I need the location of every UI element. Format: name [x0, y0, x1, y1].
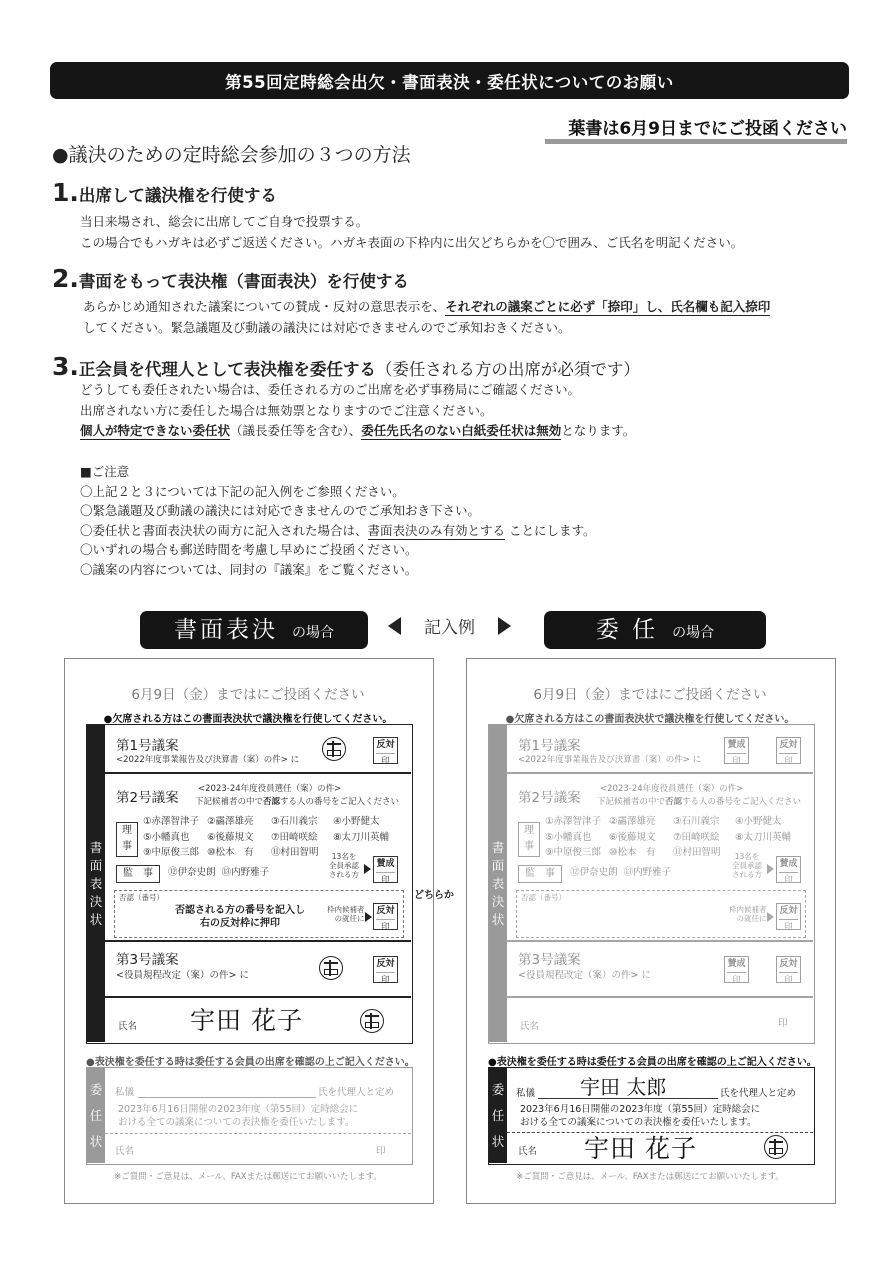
- candidate: ⑤小幡真也: [143, 831, 190, 843]
- left-proxy-side-label: [87, 1068, 105, 1163]
- example-label-text: 記入例: [424, 618, 475, 638]
- right-proxy-side-label: [489, 1068, 507, 1163]
- proxy-pill-sub: の場合: [672, 625, 715, 641]
- right-side-char: 状: [491, 911, 505, 927]
- section-3-body: [80, 380, 635, 442]
- left-deny-label: 否認（番号）: [119, 893, 164, 902]
- candidate: ④小野健太: [333, 816, 380, 827]
- left-item2-sub1: <2023-24年度役員選任（案）の件>: [198, 784, 342, 794]
- right-row-divider: [507, 996, 813, 998]
- proxy-side-char: 任: [89, 1107, 103, 1123]
- candidate: ⑬内野雅子: [221, 867, 270, 878]
- section-1-line-1: 当日来場され、総会に出席してご自身で投票する。: [80, 214, 369, 229]
- candidate: ⑨中原俊三郎: [143, 847, 200, 858]
- left-item2-sub2-b: 否認: [263, 797, 281, 807]
- example-label: [388, 613, 511, 638]
- approve-note-line: される方: [329, 870, 359, 879]
- section-3-line-1: どうしても委任されたい場合は、委任される方のご出席を必ず事務局にご確認ください。: [80, 382, 581, 397]
- section-1-title: 出席して議決権を行使する: [78, 186, 277, 205]
- candidate: ⑪村田智明: [673, 847, 721, 858]
- right-kanji-label: 監 事: [518, 865, 562, 883]
- page-banner: 第55回定時総会出欠・書面表決・委任状についてのお願い: [50, 62, 849, 99]
- left-item2-approve-box: [373, 856, 398, 883]
- approve-note-line: 13名を: [734, 852, 760, 861]
- section-3-underlined-1: 個人が特定できない委任状: [80, 423, 231, 438]
- section-2-line-1: [83, 297, 770, 318]
- right-item2-title: 第2号議案: [518, 790, 581, 806]
- section-2-number: 2.: [52, 264, 79, 293]
- approve-note-line: 全員承認: [732, 861, 762, 870]
- right-name-label: 氏名: [520, 1021, 540, 1032]
- written-vote-pill: [140, 611, 368, 649]
- stamp-mark: 印: [727, 753, 746, 766]
- pointer-icon: [767, 912, 774, 922]
- left-sample-name: 宇田 花子: [190, 1006, 303, 1035]
- candidate: ⑤小幡真也: [545, 831, 592, 843]
- approve-label: 賛成: [727, 740, 746, 750]
- section-3-line-2: 出席されない方に委任した場合は無効票となりますのでご注意ください。: [80, 402, 493, 418]
- candidate: ⑫伊奈史朗: [168, 867, 216, 878]
- right-item2-against-box: [776, 903, 801, 930]
- right-footnote: ※ご質問・ご意見は、メール、FAXまたは郵送にてお願いいたします。: [516, 1172, 784, 1182]
- candidate: ④小野健太: [735, 816, 782, 827]
- approve-note-line: 全員承認: [329, 861, 359, 870]
- right-proxy-sample-name: 宇田 花子: [584, 1134, 697, 1163]
- candidate: ①赤澤智津子: [545, 816, 602, 827]
- left-item2-title: 第2号議案: [116, 790, 179, 806]
- riji-char: 事: [524, 841, 534, 852]
- left-item1-title: 第1号議案: [116, 738, 179, 754]
- approve-label: 賛成: [376, 859, 395, 869]
- against-label: 反対: [376, 959, 395, 969]
- caution-item-4: 〇いずれの場合も郵送時間を考慮し早めにご投函ください。: [80, 542, 418, 557]
- section-3-number: 3.: [52, 352, 79, 381]
- deadline-note: 葉書は6月9日までにご投函ください: [568, 119, 847, 139]
- section-1-heading: [52, 178, 277, 207]
- right-card-date-line: 6月9日（金）まではにご投函ください: [533, 687, 767, 703]
- right-proxy-watashi: 私儀: [516, 1088, 536, 1099]
- right-deny-note: [729, 905, 767, 923]
- seal-stamp-icon: [764, 1135, 788, 1159]
- candidate: ⑩松本 有: [609, 847, 656, 858]
- left-card-absent-line: ●欠席される方はこの書面表決状で議決権を行使してください。: [103, 714, 393, 725]
- candidate: ⑧太刀川英輔: [735, 831, 792, 843]
- main-heading: ●議決のための定時総会参加の３つの方法: [52, 144, 411, 166]
- right-item3-approve-box: [724, 956, 749, 983]
- either-label: どちらか: [414, 890, 454, 901]
- left-card-date-line: 6月9日（金）まではにご投函ください: [131, 687, 365, 703]
- deny-note-line: の就任に: [334, 914, 365, 923]
- deny-note-line: 枠内候補者: [729, 905, 767, 914]
- section-2-heading: [52, 264, 409, 293]
- left-kanji-candidates: [168, 865, 269, 881]
- left-proxy-suffix: 氏を代理人と定め: [318, 1087, 395, 1098]
- section-3-line-3: [80, 421, 635, 442]
- left-row-divider: [105, 772, 411, 774]
- right-item1-approve-box: [724, 737, 749, 764]
- right-proxy-rep-name: 宇田 太郎: [580, 1075, 667, 1099]
- candidate: ⑩松本 有: [207, 847, 254, 858]
- right-side-char: 書: [491, 839, 505, 855]
- pointer-icon: [364, 864, 371, 874]
- right-item2-sub2-b: 否認: [665, 797, 683, 807]
- left-proxy-name-line: [138, 1097, 316, 1098]
- section-3-underlined-2: 委任先氏名のない白紙委任状は無効: [361, 423, 562, 438]
- left-proxy-stamp-mark: 印: [376, 1146, 386, 1157]
- right-item2-sub1: <2023-24年度役員選任（案）の件>: [600, 784, 744, 794]
- right-proxy-text: [520, 1104, 760, 1129]
- proxy-text-line: 2023年6月16日開催の2023年度（第55回）定時総会に: [520, 1104, 761, 1115]
- proxy-side-char: 任: [491, 1107, 505, 1123]
- left-proxy-text: [118, 1104, 358, 1129]
- against-label: 反対: [376, 740, 395, 750]
- left-item1-sub: <2022年度事業報告及び決算書（案）の件> に: [116, 755, 300, 765]
- candidate: ⑬内野雅子: [623, 867, 672, 878]
- left-proxy-watashi: 私儀: [115, 1087, 135, 1098]
- right-item1-title: 第1号議案: [518, 738, 581, 754]
- deadline-underline: [545, 139, 847, 144]
- written-vote-pill-sub: の場合: [292, 625, 334, 641]
- left-item2-sub2: [195, 795, 399, 807]
- caution-notes: [80, 462, 596, 579]
- section-1-line-2: この場合でもハガキは必ずご返送ください。ハガキ表面の下枠内に出欠どちらかを〇で囲み、ご氏名を明記ください。: [80, 234, 744, 250]
- stamp-mark: 印: [376, 919, 395, 932]
- right-card-absent-line: ●欠席される方はこの書面表決状で議決権を行使してください。: [505, 714, 795, 725]
- section-3-text-c: となります。: [561, 423, 636, 438]
- right-item2-sub2: [597, 795, 801, 807]
- proxy-pill: [544, 611, 766, 649]
- written-vote-pill-title: 書面表決: [174, 617, 278, 643]
- right-proxy-name-label: 氏名: [518, 1146, 538, 1157]
- right-item3-title: 第3号議案: [518, 952, 581, 968]
- right-side-char: 表: [491, 875, 505, 891]
- right-item3-against-box: [776, 956, 801, 983]
- candidate: ⑨中原俊三郎: [545, 847, 602, 858]
- approve-note-line: される方: [732, 870, 762, 879]
- left-side-char: 面: [89, 857, 103, 873]
- caution-item-3: [80, 521, 596, 541]
- candidate: ②靏澤雄亮: [207, 816, 254, 827]
- section-2-line-2: してください。緊急議題及び動議の議決には対応できませんのでご承知おきください。: [83, 319, 571, 335]
- deny-instruction-line: 右の反対枠に押印: [200, 918, 280, 929]
- candidate: ③石川義宗: [271, 816, 318, 827]
- right-item2-approve-box: [776, 856, 801, 883]
- stamp-mark: 印: [779, 872, 798, 885]
- caution-item-3-underlined: 書面表決のみ有効とする: [367, 522, 506, 538]
- right-row-divider: [507, 940, 813, 942]
- right-item1-sub: <2022年度事業報告及び決算書（案）の件> に: [518, 755, 702, 765]
- right-item2-sub2-a: 下記候補者の中で: [597, 797, 666, 807]
- stamp-mark: 印: [779, 972, 798, 985]
- left-approve-note: [329, 852, 359, 879]
- section-3-heading: [52, 352, 640, 381]
- proxy-side-char: 状: [491, 1133, 505, 1149]
- right-side-char: 決: [491, 893, 505, 909]
- deny-note-line: 枠内候補者: [327, 905, 365, 914]
- candidate: ②靏澤雄亮: [609, 816, 656, 827]
- right-side-char: 面: [491, 857, 505, 873]
- left-riji-label: [116, 822, 138, 857]
- pointer-icon: [365, 912, 372, 922]
- right-proxy-line: ●表決権を委任する時は委任する会員の出席を確認の上ご記入ください。: [488, 1057, 817, 1068]
- section-3-text-b: （議長委任等を含む）、: [230, 423, 362, 438]
- proxy-text-line: おける全ての議案についての表決権を委任いたします。: [520, 1116, 757, 1128]
- proxy-side-char: 委: [491, 1081, 505, 1097]
- left-side-char: 書: [89, 839, 103, 855]
- proxy-text-line: おける全ての議案についての表決権を委任いたします。: [118, 1116, 355, 1128]
- right-proxy-suffix: 氏を代理人と定め: [720, 1088, 797, 1099]
- left-item2-sub2-c: する人の番号をご記入ください: [280, 797, 400, 807]
- section-2-line-1-underlined: それぞれの議案ごとに必ず「捺印」し、氏名欄も記入捺印: [445, 299, 771, 314]
- stamp-mark: 印: [376, 972, 395, 985]
- stamp-mark: 印: [727, 972, 746, 985]
- section-1-number: 1.: [52, 178, 79, 207]
- left-item3-sub: <役員規程改定（案）の件> に: [116, 970, 249, 981]
- against-label: 反対: [779, 906, 798, 916]
- proxy-side-char: 委: [89, 1081, 103, 1097]
- caution-item-1: 〇上記２と３については下記の記入例をご参照ください。: [80, 483, 405, 499]
- left-item3-against-box: [373, 956, 398, 983]
- right-riji-label: [518, 822, 540, 857]
- approve-label: 賛成: [727, 959, 746, 969]
- right-form-side-label: [489, 725, 507, 1042]
- proxy-side-char: 状: [89, 1133, 103, 1149]
- seal-stamp-icon: [360, 1009, 384, 1033]
- right-name-stamp-mark: 印: [778, 1018, 788, 1029]
- right-arrow-icon: [498, 617, 511, 635]
- right-item1-against-box: [776, 737, 801, 764]
- riji-char: 事: [122, 841, 132, 852]
- left-item2-sub2-a: 下記候補者の中で: [195, 797, 264, 807]
- left-side-char: 決: [89, 893, 103, 909]
- caution-item-3-a: 〇委任状と書面表決状の両方に記入された場合は、: [80, 522, 368, 538]
- stamp-mark: 印: [779, 919, 798, 932]
- candidate: ⑦田崎咲絵: [271, 831, 318, 843]
- section-2-title: 書面をもって表決権（書面表決）を行使する: [78, 272, 409, 291]
- approve-note-line: 13名を: [331, 852, 357, 861]
- left-proxy-divider: [105, 1133, 411, 1135]
- caution-item-5: 〇議案の内容については、同封の『議案』をご覧ください。: [80, 561, 418, 577]
- candidate: ⑧太刀川英輔: [333, 831, 390, 843]
- caution-title: ■ご注意: [80, 464, 130, 479]
- seal-stamp-icon: [322, 737, 346, 761]
- stamp-mark: 印: [376, 872, 395, 885]
- right-item2-sub2-c: する人の番号をご記入ください: [682, 797, 802, 807]
- right-approve-note: [732, 852, 762, 879]
- deny-note-line: の就任に: [736, 914, 767, 923]
- left-side-char: 表: [89, 875, 103, 891]
- candidate: ①赤澤智津子: [143, 816, 200, 827]
- right-kanji-candidates: [570, 865, 671, 881]
- seal-stamp-icon: [319, 956, 343, 980]
- against-label: 反対: [376, 906, 395, 916]
- left-proxy-name-label: 氏名: [115, 1146, 135, 1157]
- against-label: 反対: [779, 740, 798, 750]
- pointer-icon: [767, 864, 774, 874]
- candidate: ⑫伊奈史朗: [570, 867, 618, 878]
- left-item3-title: 第3号議案: [116, 952, 179, 968]
- left-arrow-icon: [388, 617, 401, 635]
- riji-char: 理: [524, 825, 534, 836]
- deny-instruction-line: 否認される方の番号を記入し: [175, 905, 305, 916]
- caution-item-3-b: ことにします。: [505, 522, 596, 538]
- section-3-note: （委任される方の出席が必須です）: [375, 360, 640, 379]
- left-row-divider: [105, 940, 411, 942]
- left-item1-against-box: [373, 737, 398, 764]
- left-proxy-line: ●表決権を委任する時は委任する会員の出席を確認の上ご記入ください。: [86, 1057, 415, 1068]
- right-row-divider: [507, 772, 813, 774]
- candidate: ⑪村田智明: [271, 847, 319, 858]
- against-label: 反対: [779, 959, 798, 969]
- approve-label: 賛成: [779, 859, 798, 869]
- left-deny-note: [327, 905, 365, 923]
- right-deny-label: 否認（番号）: [521, 893, 566, 902]
- left-side-char: 状: [89, 911, 103, 927]
- section-2-body: [83, 297, 770, 338]
- riji-char: 理: [122, 825, 132, 836]
- candidate: ⑥後藤規文: [609, 831, 656, 843]
- left-kanji-label: 監 事: [116, 865, 160, 883]
- section-3-title: 正会員を代理人として表決権を委任する: [78, 360, 376, 379]
- left-row-divider: [105, 996, 411, 998]
- section-1-body: [80, 212, 743, 253]
- candidate: ③石川義宗: [673, 816, 720, 827]
- stamp-mark: 印: [779, 753, 798, 766]
- section-2-line-1-text: あらかじめ通知された議案についての賛成・反対の意思表示を、: [83, 299, 446, 314]
- left-footnote: ※ご質問・ご意見は、メール、FAXまたは郵送にてお願いいたします。: [114, 1172, 382, 1182]
- left-item2-against-box: [373, 903, 398, 930]
- proxy-pill-title: 委 任: [595, 617, 659, 643]
- candidate: ⑥後藤規文: [207, 831, 254, 843]
- left-form-side-label: [87, 725, 105, 1042]
- right-item3-sub: <役員規程改定（案）の件> に: [518, 970, 651, 981]
- candidate: ⑦田崎咲絵: [673, 831, 720, 843]
- caution-item-2: 〇緊急議題及び動議の議決には対応できませんのでご承知おき下さい。: [80, 503, 481, 518]
- proxy-text-line: 2023年6月16日開催の2023年度（第55回）定時総会に: [118, 1104, 359, 1115]
- left-name-label: 氏名: [118, 1021, 138, 1032]
- stamp-mark: 印: [376, 753, 395, 766]
- left-deny-instruction: [160, 904, 320, 930]
